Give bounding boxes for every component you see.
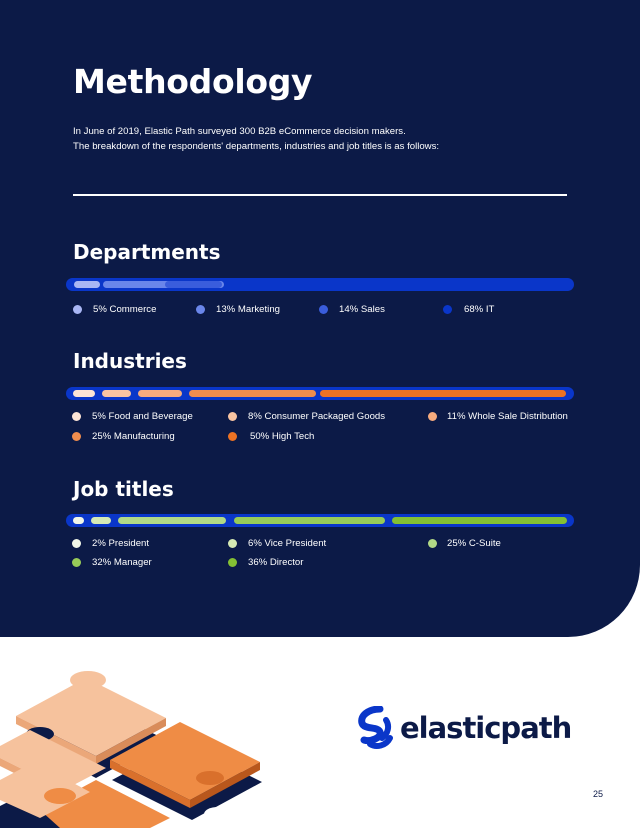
legend-item-food <box>72 411 193 422</box>
legend-dot <box>228 432 237 441</box>
job-titles-segment-vice-president <box>91 517 111 524</box>
legend-dot <box>428 412 437 421</box>
puzzle-pieces-illustration <box>0 650 275 828</box>
legend-dot <box>228 412 237 421</box>
job-titles-title: Job titles <box>73 477 174 501</box>
industries-bar <box>66 387 574 400</box>
job-titles-segment-director <box>392 517 567 524</box>
legend-dot <box>443 305 452 314</box>
legend-item-high-tech <box>228 431 314 442</box>
industries-title: Industries <box>73 349 187 373</box>
legend-dot <box>73 305 82 314</box>
departments-bar <box>66 278 574 291</box>
industries-segment-wholesale <box>138 390 182 397</box>
departments-segment-commerce <box>74 281 100 288</box>
legend-dot <box>72 539 81 548</box>
legend-label: 36% Director <box>248 557 304 568</box>
legend-dot <box>196 305 205 314</box>
elasticpath-logo-icon <box>356 706 396 750</box>
legend-dot <box>72 558 81 567</box>
legend-dot <box>72 432 81 441</box>
industries-segment-high-tech <box>320 390 566 397</box>
page-number: 25 <box>593 789 604 799</box>
legend-label: 2% President <box>92 538 150 549</box>
job-titles-bar <box>66 514 574 527</box>
legend-item-wholesale <box>428 411 568 422</box>
legend-dot <box>72 412 81 421</box>
legend-item-it <box>443 304 494 315</box>
legend-item-director <box>228 557 303 568</box>
legend-label: 5% Commerce <box>93 304 157 315</box>
legend-item-president <box>72 538 149 549</box>
legend-dot <box>228 539 237 548</box>
industries-segment-food <box>73 390 95 397</box>
legend-item-cpg <box>228 411 385 422</box>
legend-label: 6% Vice President <box>248 538 327 549</box>
legend-item-c-suite <box>428 538 501 549</box>
legend-item-sales <box>319 304 385 315</box>
job-titles-segment-president <box>73 517 84 524</box>
legend-label: 32% Manager <box>92 557 152 568</box>
departments-title: Departments <box>73 240 221 264</box>
legend-label: 13% Marketing <box>216 304 280 315</box>
legend-item-manager <box>72 557 152 568</box>
departments-segment-sales <box>165 281 222 288</box>
intro-line-1: In June of 2019, Elastic Path surveyed 300 B2B eCommerce decision makers. <box>73 126 406 137</box>
legend-item-marketing <box>196 304 280 315</box>
divider-line <box>73 194 567 196</box>
legend-label: 25% Manufacturing <box>92 431 175 442</box>
job-titles-segment-c-suite <box>118 517 226 524</box>
legend-label: 50% High Tech <box>250 431 315 442</box>
intro-text <box>73 125 593 154</box>
legend-dot <box>428 539 437 548</box>
legend-label: 11% Whole Sale Distribution <box>447 411 568 422</box>
industries-segment-cpg <box>102 390 131 397</box>
legend-label: 14% Sales <box>339 304 385 315</box>
legend-label: 68% IT <box>464 304 495 315</box>
elasticpath-logo <box>356 706 571 750</box>
logo-text: elasticpath <box>400 711 572 745</box>
legend-label: 8% Consumer Packaged Goods <box>248 411 386 422</box>
legend-dot <box>319 305 328 314</box>
legend-label: 25% C-Suite <box>447 538 501 549</box>
intro-line-2: The breakdown of the respondents' departments, industries and job titles is as follows: <box>73 140 440 152</box>
legend-dot <box>228 558 237 567</box>
industries-segment-manufacturing <box>189 390 316 397</box>
legend-item-commerce <box>73 304 156 315</box>
legend-item-manufacturing <box>72 431 175 442</box>
page-title: Methodology <box>73 62 313 101</box>
legend-label: 5% Food and Beverage <box>92 411 193 422</box>
legend-item-vice-president <box>228 538 326 549</box>
job-titles-segment-manager <box>234 517 385 524</box>
